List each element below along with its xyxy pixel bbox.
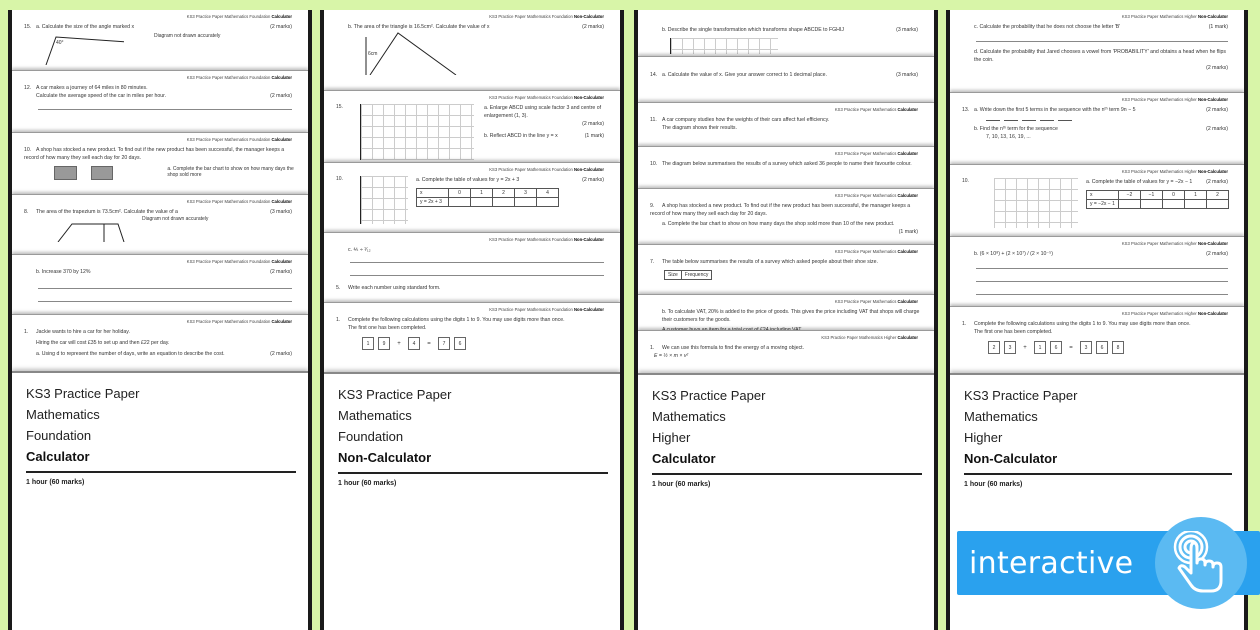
svg-text:40°: 40° — [56, 40, 64, 46]
coordinate-grid — [360, 104, 474, 160]
sheet-q15-grid: KS3 Practice Paper Mathematics Foundation Non-Calculator 15. a. Enlarge ABCD using scale factor 3 and centre of enlargement (1, 3). (2 marks) b. Reflect ABCD in the line y = x (1 mark) — [324, 90, 620, 162]
digit-boxes: 1 9 + 4 = 7 6 — [336, 337, 608, 350]
digit-boxes: 2 3 + 1 6 = 3 6 8 — [962, 341, 1232, 354]
paper-foundation-non-calculator[interactable] — [324, 10, 620, 630]
sheet-q8: KS3 Practice Paper Mathematics Foundation Calculator 8. The area of the trapezium is 73.5cm². Calculate the value of a (3 marks) Diagram not drawn accurately — [12, 194, 308, 254]
cover-title: KS3 Practice Paper — [26, 386, 140, 401]
bar-chart: a. Complete the bar chart to show on how many days the shop sold more — [24, 166, 296, 180]
cover-duration: 1 hour (60 marks) — [338, 480, 397, 487]
sheet-vat: KS3 Practice Paper Mathematics Calculator b. To calculate VAT, 20% is added to the price of goods. This gives the price including VAT that shops will charge their customers for the goods. — [638, 294, 934, 338]
sheet-q1: KS3 Practice Paper Mathematics Foundation Calculator 1. Jackie wants to hire a car for her holiday. Hiring the car will cost £35 to set up and then £22 per day. a. Using d to represent the number of days, write an equation to describe the cost. (2 marks) — [12, 314, 308, 384]
sheet-q7: KS3 Practice Paper Mathematics Calculator 7. The table below summarises the results of a survey which asked people about their shoe size. Size Frequency — [638, 244, 934, 294]
interactive-label: interactive — [969, 545, 1134, 581]
cover-duration: 1 hour (60 marks) — [652, 481, 711, 488]
trapezium-diagram — [24, 216, 134, 242]
cover-subject: Mathematics — [26, 407, 100, 422]
sheet-transformation: b. Describe the single transformation which transforms shape ABCDE to FGHIJ (3 marks) — [638, 10, 934, 56]
cover-tier: Higher — [964, 430, 1003, 445]
sheet-q15: KS3 Practice Paper Mathematics Foundation Calculator 15. a. Calculate the size of the angle marked x (2 marks) 40° Diagram not drawn accurately — [12, 10, 308, 70]
cover-subject: Mathematics — [338, 408, 412, 423]
sheet-standard-form: KS3 Practice Paper Mathematics Higher Non-Calculator b. (6 × 10⁸) + (2 × 10⁷) / (2 × 10⁻⁵) (2 marks) — [950, 236, 1244, 306]
interactive-badge[interactable] — [957, 531, 1260, 595]
paper-foundation-calculator[interactable] — [12, 10, 308, 630]
sheet-q10-table: KS3 Practice Paper Mathematics Foundation Non-Calculator 10. a. Complete the table of values for y = 2x + 3 (2 marks) x 0 1 2 3 4 y = 2x + 3 — [324, 162, 620, 232]
shoe-size-table: Size Frequency — [664, 270, 712, 280]
sheet-q13-sequence: KS3 Practice Paper Mathematics Higher Non-Calculator 13. a. Write down the first 5 terms in the sequence with the nᵗʰ term 9n − 5 (2 marks) b. Find the nᵗʰ term for the sequence (2 marks) 7, 10, 13, 16, 19, ... — [950, 92, 1244, 164]
sheet-probability: KS3 Practice Paper Mathematics Higher Non-Calculator c. Calculate the probability that he does not choose the letter 'B' (1 mark) d. Calculate the probability that Jared chooses a vowel from 'PROBABILITY' and obtains a head when he flips the coin. (2 marks) — [950, 10, 1244, 92]
cover-sheet — [638, 373, 934, 630]
touch-hand-icon — [1155, 517, 1247, 609]
cover-sheet — [12, 371, 308, 630]
cover-divider — [338, 472, 608, 474]
cover-paper-type: Non-Calculator — [964, 451, 1058, 466]
cover-duration: 1 hour (60 marks) — [26, 479, 85, 486]
coordinate-grid — [360, 176, 408, 224]
sheet-fractions: KS3 Practice Paper Mathematics Foundation Non-Calculator c. ⅘ ÷ ¹⁄₁₂ 5. Write each number using standard form. — [324, 232, 620, 302]
sheet-q1-energy: KS3 Practice Paper Mathematics Higher Calculator 1. We can use this formula to find the energy of a moving object. E = ½ × m × v² — [638, 330, 934, 380]
cover-paper-type: Calculator — [26, 449, 90, 464]
triangle-diagram — [336, 31, 476, 75]
cover-subject: Mathematics — [652, 409, 726, 424]
sheet-q12: KS3 Practice Paper Mathematics Foundation Calculator 12. A car makes a journey of 64 miles in 80 minutes. Calculate the average speed of the car in miles per hour. (2 marks) — [12, 70, 308, 132]
sheet-q1-digits: KS3 Practice Paper Mathematics Foundation Non-Calculator 1. Complete the following calculations using the digits 1 to 9. You may use digits more than once. The first one has been completed. 1 9 + 4 = 7 6 — [324, 302, 620, 382]
cover-paper-type: Calculator — [652, 451, 716, 466]
sheet-q-b: KS3 Practice Paper Mathematics Foundation Calculator b. Increase 370 by 12% (2 marks) — [12, 254, 308, 314]
coordinate-grid — [670, 38, 778, 54]
values-table: x −2 −1 0 1 2 y = −2x − 1 — [1086, 190, 1229, 209]
cover-duration: 1 hour (60 marks) — [964, 481, 1023, 488]
sheet-q10: KS3 Practice Paper Mathematics Foundation Calculator 10. A shop has stocked a new product. To find out if the new product has been successful, the manager keeps a record of how many they sell each day for 20 days. a. Complete the bar chart to show on how many days the shop sold more — [12, 132, 308, 194]
column-shadow — [308, 10, 312, 630]
cover-title: KS3 Practice Paper — [338, 387, 452, 402]
cover-subject: Mathematics — [964, 409, 1038, 424]
sheet-q10-survey: KS3 Practice Paper Mathematics Calculator 10. The diagram below summarises the results of a survey which asked 36 people to name their favourite colour. — [638, 146, 934, 188]
sheet-q9: KS3 Practice Paper Mathematics Calculator 9. A shop has stocked a new product. To find out if the new product has been successful, the manager keeps a record of how many they sell each day for 20 days. a. Complete the bar chart to show on how many days the shop sold more than 10 of the new product. (1 mark) — [638, 188, 934, 244]
quadrilateral-diagram — [24, 33, 124, 65]
cover-sheet — [324, 372, 620, 630]
cover-divider — [964, 473, 1232, 475]
values-table: x 0 1 2 3 4 y = 2x + 3 — [416, 188, 559, 207]
coordinate-grid — [994, 178, 1078, 228]
cover-paper-type: Non-Calculator — [338, 450, 432, 465]
paper-higher-calculator[interactable] — [638, 10, 934, 630]
cover-tier: Foundation — [338, 429, 404, 444]
sheet-q10-table: KS3 Practice Paper Mathematics Higher Non-Calculator 10. a. Complete the table of values for y = −2x − 1 (2 marks) x −2 −1 0 1 2 y = −2x − 1 — [950, 164, 1244, 236]
sheet-triangle: KS3 Practice Paper Mathematics Foundation Non-Calculator b. The area of the triangle is 16.5cm². Calculate the value of x (2 marks) 6cm — [324, 10, 620, 90]
sheet-q11: KS3 Practice Paper Mathematics Calculator 11. A car company studies how the weights of their cars affect fuel efficiency. The diagram shows their results. — [638, 102, 934, 146]
cover-title: KS3 Practice Paper — [964, 388, 1078, 403]
cover-divider — [26, 471, 296, 473]
cover-title: KS3 Practice Paper — [652, 388, 766, 403]
column-shadow — [934, 10, 938, 630]
sheet-q14: 14. a. Calculate the value of x. Give your answer correct to 1 decimal place. (3 marks) — [638, 56, 934, 102]
cover-tier: Foundation — [26, 428, 92, 443]
sheet-q1-digits: KS3 Practice Paper Mathematics Higher Non-Calculator 1. Complete the following calculations using the digits 1 to 9. You may use digits more than once. The first one has been completed. 2 3 + 1 6 = 3 6 8 — [950, 306, 1244, 386]
svg-text:6cm: 6cm — [368, 51, 378, 57]
cover-divider — [652, 473, 922, 475]
cover-tier: Higher — [652, 430, 691, 445]
column-shadow — [620, 10, 624, 630]
